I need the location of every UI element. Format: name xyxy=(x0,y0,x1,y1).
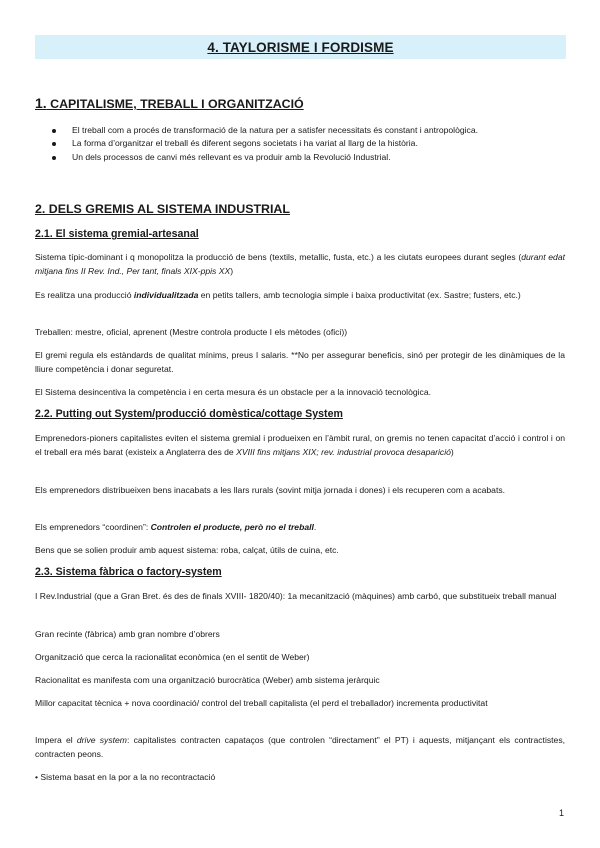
paragraph: Es realitza una producció individualitzada en petits tallers, amb tecnologia simple i baixa productivitat (ex. Sastre; fusters, etc.) xyxy=(35,290,521,300)
paragraph: Emprenedors-pioners capitalistes eviten el sistema gremial i produeixen en l’àmbit rural, on gremis no tenen capacitat d’acció i control i on el treball era més barat (existeix a Anglaterra des de XVIII fins mitjans XIX; rev. industrial provoca desaparició) xyxy=(35,433,565,457)
paragraph: Bens que se solien produir amb aquest sistema: roba, calçat, útils de cuina, etc. xyxy=(35,545,339,555)
paragraph: Millor capacitat tècnica + nova coordinació/ control del treball capitalista (el perd el treballador) incrementa productivitat xyxy=(35,698,488,708)
document-title: 4. TAYLORISME I FORDISME xyxy=(207,39,394,55)
list-item: La forma d’organitzar el treball és diferent segons societats i ha variat al llarg de la història. xyxy=(52,137,562,150)
paragraph: El gremi regula els estàndards de qualitat mínims, preus I salaris. **No per assegurar beneficis, sinó per protegir de les dinàmiques de la lliure competència i donar seguretat. xyxy=(35,350,565,374)
paragraph: Impera el drive system: capitalistes contracten capataços (que controlen “directament” el PT) i aquests, mitjançant els contractistes, contracten peons. xyxy=(35,735,565,759)
paragraph: Gran recinte (fàbrica) amb gran nombre d’obrers xyxy=(35,629,220,639)
paragraph: Els emprenedors “coordinen”: Controlen el producte, però no el treball. xyxy=(35,522,317,532)
paragraph: Els emprenedors distribueixen bens inacabats a les llars rurals (sovint mitja jornada i dones) i els recuperen com a acabats. xyxy=(35,485,506,495)
paragraph: El Sistema desincentiva la competència i en certa mesura és un obstacle per a la innovació tecnològica. xyxy=(35,387,432,397)
subsection-2-3-heading: 2.3. Sistema fàbrica o factory-system xyxy=(35,566,222,578)
list-item: El treball com a procés de transformació de la natura per a satisfer necessitats és constant i antropològica. xyxy=(52,124,562,137)
paragraph: • Sistema basat en la por a la no recontractació xyxy=(35,772,216,782)
page-number: 1 xyxy=(559,808,565,818)
list-item: Un dels processos de canvi més rellevant es va produir amb la Revolució Industrial. xyxy=(52,151,562,164)
section-1-bullet-list xyxy=(52,124,562,164)
paragraph: Organització que cerca la racionalitat econòmica (en el sentit de Weber) xyxy=(35,652,310,662)
paragraph: Sistema típic-dominant i q monopolitza la producció de bens (textils, metallic, fusta, etc.) a les ciutats europees durant segles (durant edat mitjana fins II Rev. Ind., Per tant, finals XIX-ppis XX) xyxy=(35,252,565,276)
section-1-heading: 1. CAPITALISME, TREBALL I ORGANITZACIÓ xyxy=(35,95,304,111)
subsection-2-1-heading: 2.1. El sistema gremial-artesanal xyxy=(35,228,199,240)
section-2-heading: 2. DELS GREMIS AL SISTEMA INDUSTRIAL xyxy=(35,202,290,216)
title-banner xyxy=(35,35,566,59)
paragraph: I Rev.Industrial (que a Gran Bret. és des de finals XVIII- 1820/40): 1a mecanització (màquines) amb carbó, que substitueix treball manual xyxy=(35,591,557,601)
subsection-2-2-heading: 2.2. Putting out System/producció domèstica/cottage System xyxy=(35,408,343,420)
paragraph: Treballen: mestre, oficial, aprenent (Mestre controla producte I els mètodes (ofici)) xyxy=(35,327,348,337)
paragraph: Racionalitat es manifesta com una organització burocràtica (Weber) amb sistema jeràrquic xyxy=(35,675,380,685)
